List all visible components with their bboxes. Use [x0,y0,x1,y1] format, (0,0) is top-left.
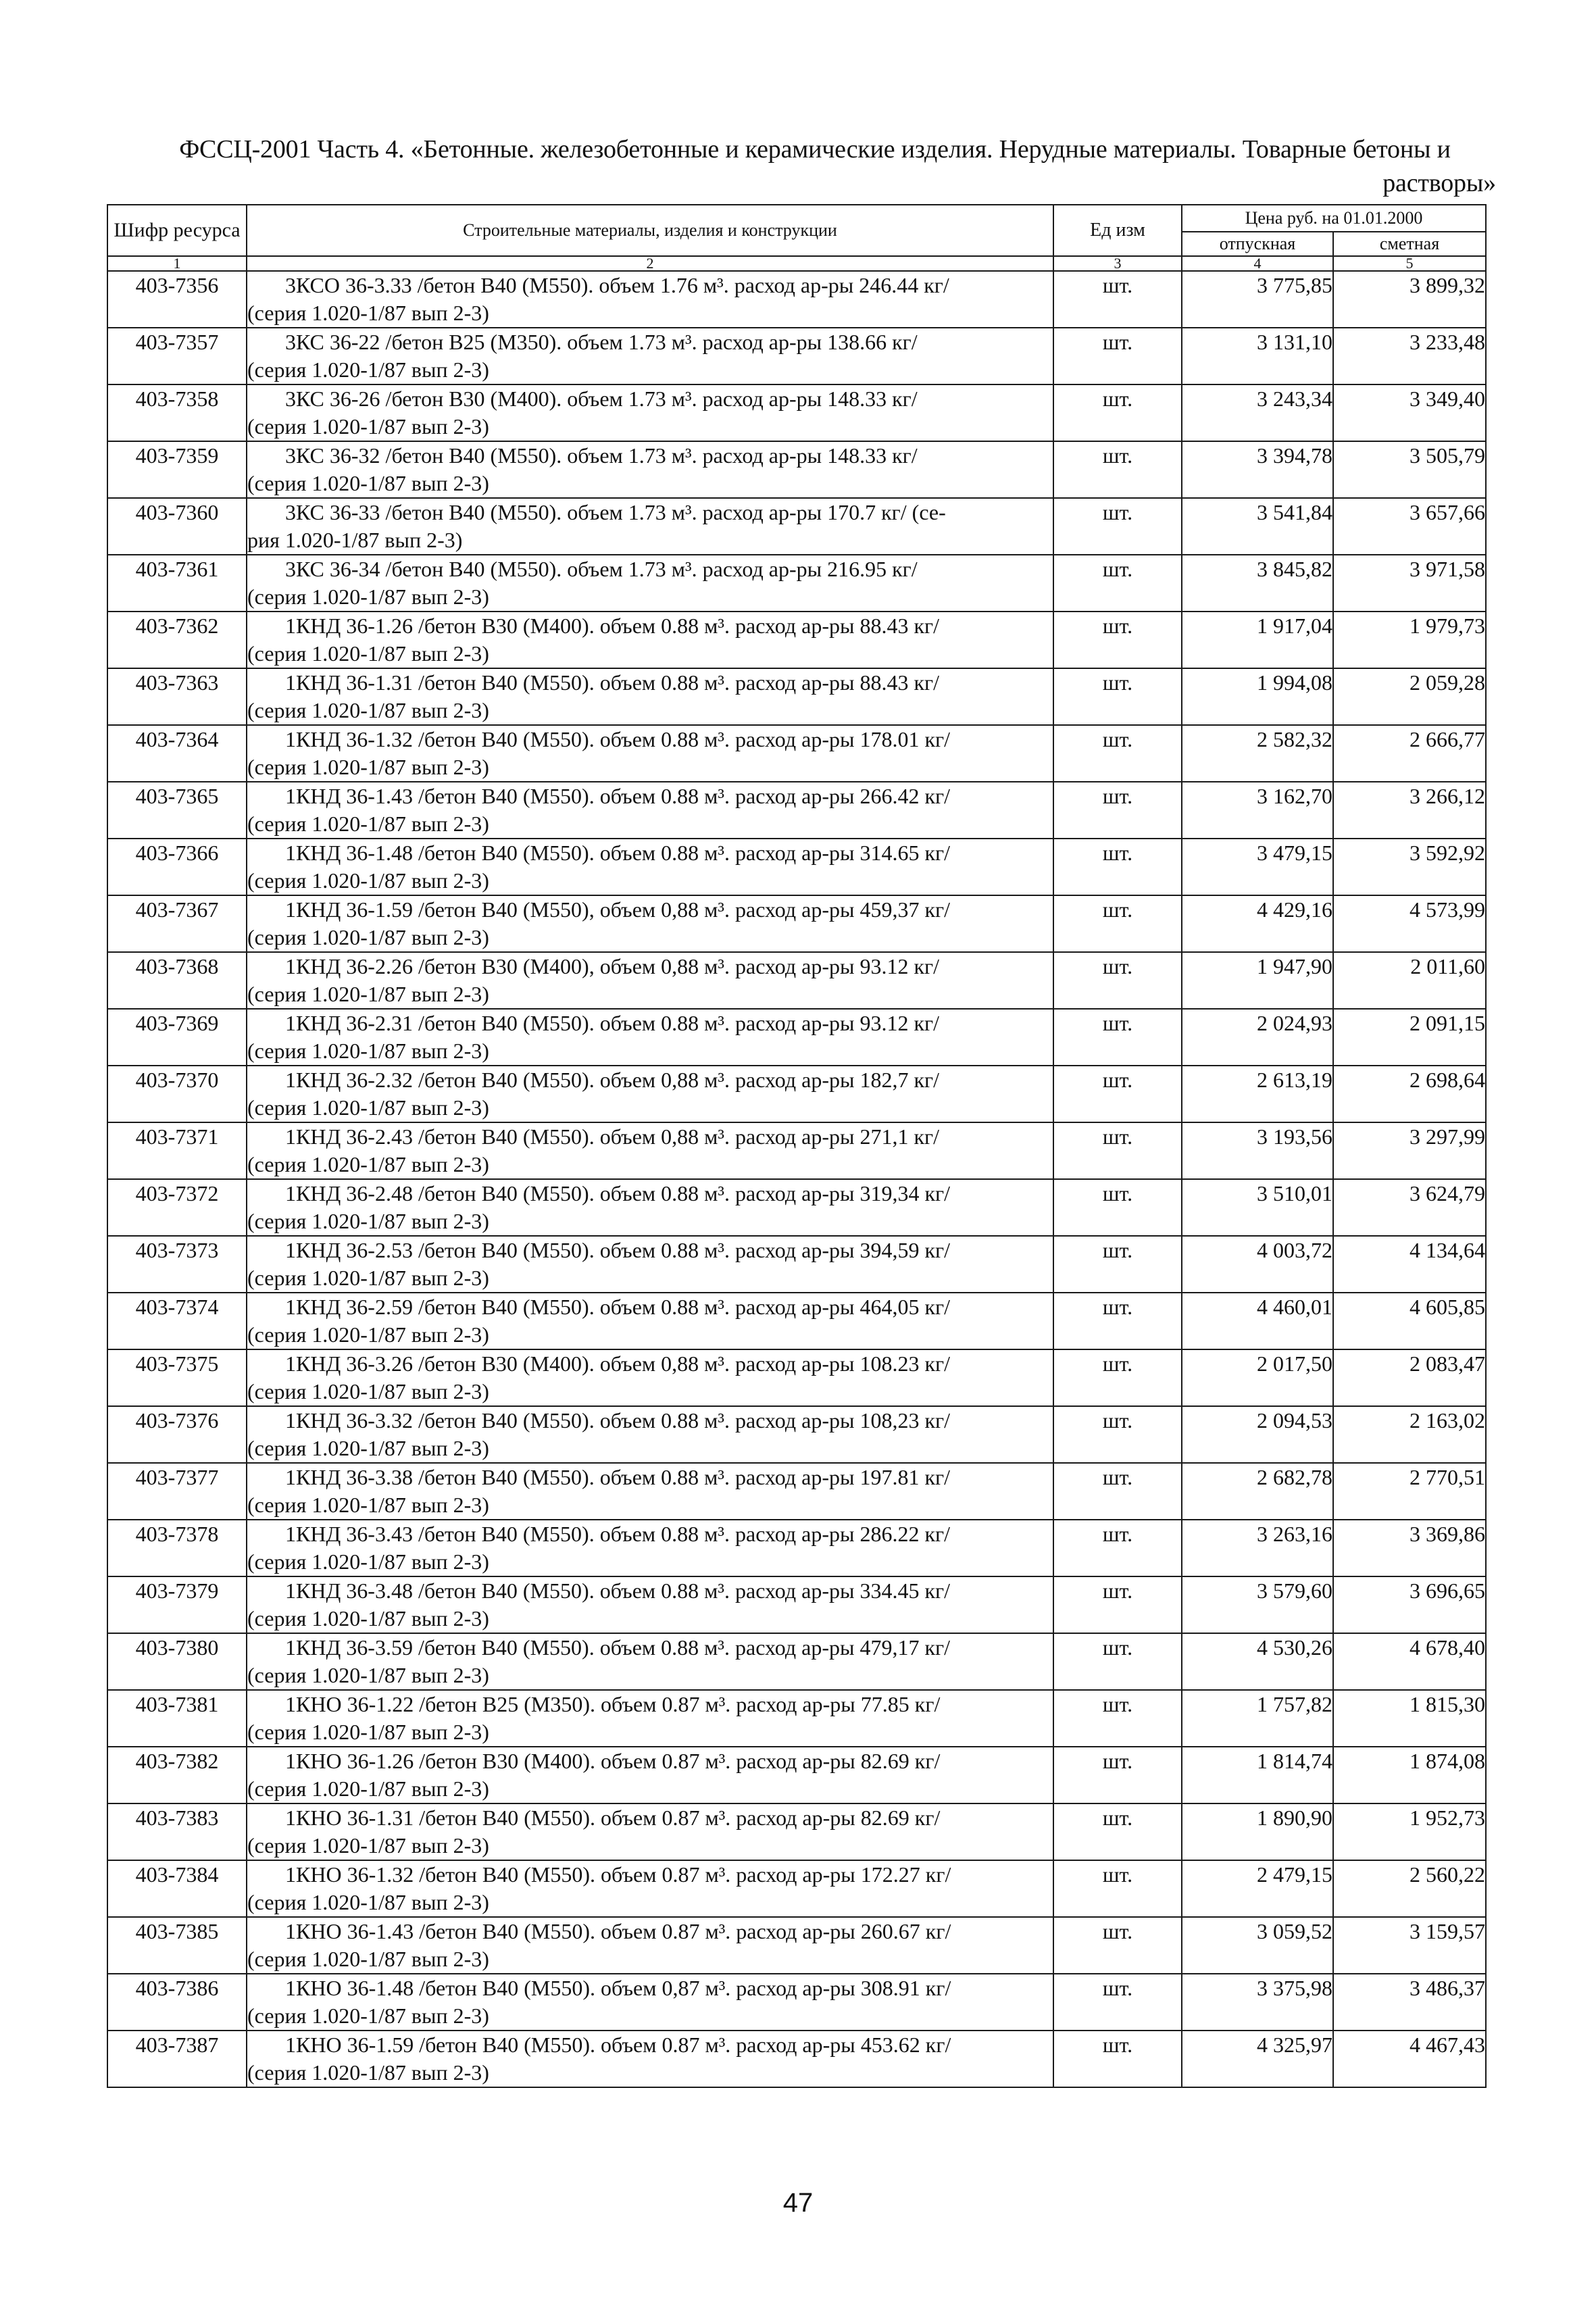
material-description [247,271,1053,328]
material-description [247,725,1053,782]
unit-of-measure: шт. [1053,441,1182,498]
resource-code: 403-7375 [107,1349,247,1406]
description-line2: (серия 1.020-1/87 вып 2-3) [247,1833,489,1858]
estimate-price: 3 159,57 [1333,1917,1486,1974]
description-line1: 1КНД 36-2.43 /бетон В40 (М550). объем 0,88 м³. расход ар-ры 271,1 кг/ [285,1124,940,1149]
description-line2: (серия 1.020-1/87 вып 2-3) [247,641,489,666]
description-line2: (серия 1.020-1/87 вып 2-3) [247,471,489,495]
estimate-price: 3 369,86 [1333,1520,1486,1576]
description-line1: 3КС 36-34 /бетон В40 (М550). объем 1.73 м³. расход ар-ры 216.95 кг/ [285,557,918,581]
material-description [247,1349,1053,1406]
material-description [247,384,1053,441]
resource-code: 403-7361 [107,555,247,612]
estimate-price: 1 979,73 [1333,612,1486,668]
table-row [107,1690,1486,1747]
estimate-price: 4 678,40 [1333,1633,1486,1690]
description-line1: 1КНД 36-2.48 /бетон В40 (М550). объем 0.88 м³. расход ар-ры 319,34 кг/ [285,1181,951,1205]
unit-of-measure: шт. [1053,2031,1182,2087]
description-line2: (серия 1.020-1/87 вып 2-3) [247,2060,489,2085]
unit-of-measure: шт. [1053,384,1182,441]
unit-of-measure: шт. [1053,1803,1182,1860]
unit-of-measure: шт. [1053,725,1182,782]
estimate-price: 3 297,99 [1333,1122,1486,1179]
resource-code: 403-7366 [107,839,247,895]
resource-code: 403-7365 [107,782,247,839]
material-description [247,2031,1053,2087]
estimate-price: 3 349,40 [1333,384,1486,441]
unit-of-measure: шт. [1053,839,1182,895]
table-row [107,668,1486,725]
release-price: 2 024,93 [1182,1009,1333,1066]
resource-code: 403-7360 [107,498,247,555]
release-price: 3 243,34 [1182,384,1333,441]
estimate-price: 4 467,43 [1333,2031,1486,2087]
description-line2: рия 1.020-1/87 вып 2-3) [247,528,463,552]
table-row [107,2031,1486,2087]
material-description [247,1009,1053,1066]
header-code: Шифр ресурса [107,205,247,256]
table-row [107,1917,1486,1974]
material-description [247,1122,1053,1179]
resource-code: 403-7374 [107,1293,247,1349]
header-price-group: Цена руб. на 01.01.2000 [1182,205,1486,232]
table-row [107,1803,1486,1860]
material-description [247,952,1053,1009]
description-line2: (серия 1.020-1/87 вып 2-3) [247,868,489,893]
description-line1: 1КНД 36-3.59 /бетон В40 (М550). объем 0.88 м³. расход ар-ры 479,17 кг/ [285,1635,951,1660]
resource-code: 403-7382 [107,1747,247,1803]
resource-code: 403-7373 [107,1236,247,1293]
unit-of-measure: шт. [1053,1122,1182,1179]
release-price: 2 479,15 [1182,1860,1333,1917]
estimate-price: 3 486,37 [1333,1974,1486,2031]
unit-of-measure: шт. [1053,1576,1182,1633]
description-line1: 1КНД 36-2.53 /бетон В40 (М550). объем 0.88 м³. расход ар-ры 394,59 кг/ [285,1238,951,1262]
release-price: 2 094,53 [1182,1406,1333,1463]
resource-code: 403-7377 [107,1463,247,1520]
material-description [247,1293,1053,1349]
release-price: 4 325,97 [1182,2031,1333,2087]
release-price: 2 582,32 [1182,725,1333,782]
material-description [247,1576,1053,1633]
description-line2: (серия 1.020-1/87 вып 2-3) [247,1947,489,1971]
description-line2: (серия 1.020-1/87 вып 2-3) [247,1095,489,1120]
release-price: 3 263,16 [1182,1520,1333,1576]
description-line1: 3КС 36-32 /бетон В40 (М550). объем 1.73 м³. расход ар-ры 148.33 кг/ [285,443,918,468]
material-description [247,328,1053,384]
column-number-row [107,256,1486,271]
unit-of-measure: шт. [1053,555,1182,612]
description-line2: (серия 1.020-1/87 вып 2-3) [247,925,489,949]
description-line2: (серия 1.020-1/87 вып 2-3) [247,1379,489,1403]
price-table [107,204,1487,2088]
description-line1: 1КНО 36-1.43 /бетон В40 (М550). объем 0.87 м³. расход ар-ры 260.67 кг/ [285,1919,951,1943]
estimate-price: 2 163,02 [1333,1406,1486,1463]
material-description [247,441,1053,498]
table-row [107,1520,1486,1576]
resource-code: 403-7372 [107,1179,247,1236]
description-line2: (серия 1.020-1/87 вып 2-3) [247,1152,489,1176]
description-line2: (серия 1.020-1/87 вып 2-3) [247,1890,489,1914]
material-description [247,895,1053,952]
unit-of-measure: шт. [1053,328,1182,384]
description-line1: 1КНО 36-1.48 /бетон В40 (М550). объем 0,87 м³. расход ар-ры 308.91 кг/ [285,1976,951,2000]
description-line2: (серия 1.020-1/87 вып 2-3) [247,1663,489,1687]
description-line2: (серия 1.020-1/87 вып 2-3) [247,1720,489,1744]
description-line1: 1КНД 36-2.26 /бетон В30 (М400), объем 0,88 м³. расход ар-ры 93.12 кг/ [285,954,940,978]
price-table-body [107,271,1486,2087]
unit-of-measure: шт. [1053,1349,1182,1406]
resource-code: 403-7371 [107,1122,247,1179]
table-row [107,1406,1486,1463]
estimate-price: 3 696,65 [1333,1576,1486,1633]
description-line2: (серия 1.020-1/87 вып 2-3) [247,584,489,609]
table-row [107,1179,1486,1236]
unit-of-measure: шт. [1053,498,1182,555]
release-price: 4 530,26 [1182,1633,1333,1690]
table-row [107,1463,1486,1520]
estimate-price: 1 874,08 [1333,1747,1486,1803]
table-row [107,612,1486,668]
column-number: 1 [107,256,247,271]
column-number: 5 [1333,256,1486,271]
description-line1: 1КНД 36-1.59 /бетон В40 (М550), объем 0,88 м³. расход ар-ры 459,37 кг/ [285,897,951,922]
table-row [107,1633,1486,1690]
table-row [107,1122,1486,1179]
release-price: 3 845,82 [1182,555,1333,612]
table-row [107,1009,1486,1066]
description-line1: 1КНД 36-3.43 /бетон В40 (М550). объем 0.88 м³. расход ар-ры 286.22 кг/ [285,1522,951,1546]
estimate-price: 2 059,28 [1333,668,1486,725]
description-line2: (серия 1.020-1/87 вып 2-3) [247,1549,489,1574]
material-description [247,1803,1053,1860]
unit-of-measure: шт. [1053,271,1182,328]
description-line2: (серия 1.020-1/87 вып 2-3) [247,2003,489,2028]
material-description [247,1860,1053,1917]
description-line1: 1КНД 36-2.59 /бетон В40 (М550). объем 0.88 м³. расход ар-ры 464,05 кг/ [285,1295,951,1319]
page-title [132,132,1497,200]
description-line1: 3КС 36-33 /бетон В40 (М550). объем 1.73 м³. расход ар-ры 170.7 кг/ (се- [285,500,946,524]
estimate-price: 2 011,60 [1333,952,1486,1009]
release-price: 2 682,78 [1182,1463,1333,1520]
material-description [247,1747,1053,1803]
unit-of-measure: шт. [1053,952,1182,1009]
resource-code: 403-7367 [107,895,247,952]
material-description [247,612,1053,668]
estimate-price: 1 952,73 [1333,1803,1486,1860]
estimate-price: 2 666,77 [1333,725,1486,782]
unit-of-measure: шт. [1053,895,1182,952]
description-line2: (серия 1.020-1/87 вып 2-3) [247,812,489,836]
description-line1: 1КНД 36-1.32 /бетон В40 (М550). объем 0.88 м³. расход ар-ры 178.01 кг/ [285,727,951,751]
resource-code: 403-7383 [107,1803,247,1860]
release-price: 3 162,70 [1182,782,1333,839]
table-row [107,952,1486,1009]
table-row [107,1349,1486,1406]
unit-of-measure: шт. [1053,1066,1182,1122]
resource-code: 403-7386 [107,1974,247,2031]
description-line2: (серия 1.020-1/87 вып 2-3) [247,301,489,325]
description-line2: (серия 1.020-1/87 вып 2-3) [247,1266,489,1290]
table-row [107,1860,1486,1917]
release-price: 3 131,10 [1182,328,1333,384]
release-price: 3 579,60 [1182,1576,1333,1633]
material-description [247,1633,1053,1690]
description-line1: 1КНО 36-1.26 /бетон В30 (М400). объем 0.87 м³. расход ар-ры 82.69 кг/ [285,1749,941,1773]
resource-code: 403-7359 [107,441,247,498]
release-price: 3 775,85 [1182,271,1333,328]
unit-of-measure: шт. [1053,1236,1182,1293]
description-line1: 1КНД 36-1.43 /бетон В40 (М550). объем 0.88 м³. расход ар-ры 266.42 кг/ [285,784,951,808]
price-table-header [107,205,1486,271]
table-row [107,1293,1486,1349]
table-row [107,441,1486,498]
description-line2: (серия 1.020-1/87 вып 2-3) [247,1436,489,1460]
resource-code: 403-7387 [107,2031,247,2087]
page-title-line2: растворы» [1382,169,1496,197]
estimate-price: 2 770,51 [1333,1463,1486,1520]
unit-of-measure: шт. [1053,1463,1182,1520]
header-unit: Ед изм [1053,205,1182,256]
page-number: 47 [782,2188,814,2218]
description-line2: (серия 1.020-1/87 вып 2-3) [247,1776,489,1801]
description-line1: 1КНО 36-1.32 /бетон В40 (М550). объем 0.87 м³. расход ар-ры 172.27 кг/ [285,1862,951,1887]
resource-code: 403-7384 [107,1860,247,1917]
resource-code: 403-7385 [107,1917,247,1974]
material-description [247,555,1053,612]
description-line1: 1КНД 36-3.32 /бетон В40 (М550). объем 0.88 м³. расход ар-ры 108,23 кг/ [285,1408,951,1433]
unit-of-measure: шт. [1053,1406,1182,1463]
unit-of-measure: шт. [1053,1633,1182,1690]
estimate-price: 2 698,64 [1333,1066,1486,1122]
description-line2: (серия 1.020-1/87 вып 2-3) [247,982,489,1006]
estimate-price: 3 624,79 [1333,1179,1486,1236]
resource-code: 403-7369 [107,1009,247,1066]
resource-code: 403-7363 [107,668,247,725]
table-row [107,839,1486,895]
description-line1: 1КНД 36-1.31 /бетон В40 (М550). объем 0.88 м³. расход ар-ры 88.43 кг/ [285,670,940,695]
table-row [107,725,1486,782]
page-title-line1: ФССЦ-2001 Часть 4. «Бетонные. железобетонные и керамические изделия. Нерудные материалы. Товарные бетоны и [179,135,1451,164]
release-price: 1 814,74 [1182,1747,1333,1803]
material-description [247,1066,1053,1122]
release-price: 1 890,90 [1182,1803,1333,1860]
estimate-price: 3 266,12 [1333,782,1486,839]
release-price: 1 994,08 [1182,668,1333,725]
material-description [247,1974,1053,2031]
table-row [107,1576,1486,1633]
table-row [107,1236,1486,1293]
release-price: 3 510,01 [1182,1179,1333,1236]
release-price: 1 947,90 [1182,952,1333,1009]
resource-code: 403-7370 [107,1066,247,1122]
description-line1: 1КНД 36-2.31 /бетон В40 (М550). объем 0.88 м³. расход ар-ры 93.12 кг/ [285,1011,940,1035]
description-line1: 1КНД 36-3.48 /бетон В40 (М550). объем 0.88 м³. расход ар-ры 334.45 кг/ [285,1578,951,1603]
unit-of-measure: шт. [1053,782,1182,839]
description-line2: (серия 1.020-1/87 вып 2-3) [247,1322,489,1347]
description-line2: (серия 1.020-1/87 вып 2-3) [247,1209,489,1233]
unit-of-measure: шт. [1053,612,1182,668]
estimate-price: 3 233,48 [1333,328,1486,384]
description-line2: (серия 1.020-1/87 вып 2-3) [247,1039,489,1063]
description-line2: (серия 1.020-1/87 вып 2-3) [247,414,489,439]
resource-code: 403-7362 [107,612,247,668]
estimate-price: 4 573,99 [1333,895,1486,952]
estimate-price: 1 815,30 [1333,1690,1486,1747]
resource-code: 403-7376 [107,1406,247,1463]
unit-of-measure: шт. [1053,1009,1182,1066]
material-description [247,1520,1053,1576]
table-row [107,384,1486,441]
material-description [247,1406,1053,1463]
description-line1: 1КНО 36-1.59 /бетон В40 (М550). объем 0.87 м³. расход ар-ры 453.62 кг/ [285,2033,951,2057]
header-price-release: отпускная [1182,232,1333,256]
estimate-price: 2 083,47 [1333,1349,1486,1406]
resource-code: 403-7378 [107,1520,247,1576]
table-row [107,555,1486,612]
unit-of-measure: шт. [1053,1860,1182,1917]
description-line2: (серия 1.020-1/87 вып 2-3) [247,698,489,722]
material-description [247,1463,1053,1520]
unit-of-measure: шт. [1053,1690,1182,1747]
resource-code: 403-7364 [107,725,247,782]
release-price: 4 460,01 [1182,1293,1333,1349]
description-line1: 1КНД 36-2.32 /бетон В40 (М550). объем 0,88 м³. расход ар-ры 182,7 кг/ [285,1068,940,1092]
release-price: 1 917,04 [1182,612,1333,668]
table-row [107,895,1486,952]
release-price: 3 394,78 [1182,441,1333,498]
release-price: 1 757,82 [1182,1690,1333,1747]
description-line1: 3КС 36-22 /бетон В25 (М350). объем 1.73 м³. расход ар-ры 138.66 кг/ [285,330,918,354]
column-number: 2 [247,256,1053,271]
description-line1: 1КНД 36-3.38 /бетон В40 (М550). объем 0.88 м³. расход ар-ры 197.81 кг/ [285,1465,951,1489]
release-price: 3 193,56 [1182,1122,1333,1179]
material-description [247,782,1053,839]
table-row [107,1974,1486,2031]
resource-code: 403-7380 [107,1633,247,1690]
description-line2: (серия 1.020-1/87 вып 2-3) [247,357,489,382]
table-row [107,782,1486,839]
release-price: 3 375,98 [1182,1974,1333,2031]
estimate-price: 3 657,66 [1333,498,1486,555]
resource-code: 403-7357 [107,328,247,384]
release-price: 3 059,52 [1182,1917,1333,1974]
description-line1: 1КНД 36-1.48 /бетон В40 (М550). объем 0.88 м³. расход ар-ры 314.65 кг/ [285,841,951,865]
estimate-price: 3 592,92 [1333,839,1486,895]
resource-code: 403-7379 [107,1576,247,1633]
unit-of-measure: шт. [1053,1520,1182,1576]
material-description [247,1179,1053,1236]
description-line1: 3КС 36-26 /бетон В30 (М400). объем 1.73 м³. расход ар-ры 148.33 кг/ [285,387,918,411]
unit-of-measure: шт. [1053,1179,1182,1236]
release-price: 2 613,19 [1182,1066,1333,1122]
description-line2: (серия 1.020-1/87 вып 2-3) [247,755,489,779]
description-line2: (серия 1.020-1/87 вып 2-3) [247,1493,489,1517]
estimate-price: 3 899,32 [1333,271,1486,328]
material-description [247,839,1053,895]
estimate-price: 2 091,15 [1333,1009,1486,1066]
material-description [247,1917,1053,1974]
estimate-price: 2 560,22 [1333,1860,1486,1917]
resource-code: 403-7356 [107,271,247,328]
resource-code: 403-7358 [107,384,247,441]
column-number: 3 [1053,256,1182,271]
description-line1: 1КНД 36-1.26 /бетон В30 (М400). объем 0.88 м³. расход ар-ры 88.43 кг/ [285,614,940,638]
material-description [247,1690,1053,1747]
material-description [247,668,1053,725]
resource-code: 403-7381 [107,1690,247,1747]
table-row [107,1066,1486,1122]
header-price-estimate: сметная [1333,232,1486,256]
unit-of-measure: шт. [1053,668,1182,725]
description-line1: 1КНО 36-1.31 /бетон В40 (М550). объем 0.87 м³. расход ар-ры 82.69 кг/ [285,1806,941,1830]
material-description [247,498,1053,555]
column-number: 4 [1182,256,1333,271]
release-price: 4 429,16 [1182,895,1333,952]
unit-of-measure: шт. [1053,1293,1182,1349]
estimate-price: 4 605,85 [1333,1293,1486,1349]
release-price: 4 003,72 [1182,1236,1333,1293]
resource-code: 403-7368 [107,952,247,1009]
release-price: 3 479,15 [1182,839,1333,895]
table-row [107,1747,1486,1803]
table-row [107,328,1486,384]
estimate-price: 3 505,79 [1333,441,1486,498]
description-line2: (серия 1.020-1/87 вып 2-3) [247,1606,489,1631]
table-row [107,271,1486,328]
release-price: 3 541,84 [1182,498,1333,555]
table-row [107,498,1486,555]
estimate-price: 3 971,58 [1333,555,1486,612]
description-line1: 1КНО 36-1.22 /бетон В25 (М350). объем 0.87 м³. расход ар-ры 77.85 кг/ [285,1692,941,1716]
description-line1: 1КНД 36-3.26 /бетон В30 (М400). объем 0,88 м³. расход ар-ры 108.23 кг/ [285,1351,951,1376]
estimate-price: 4 134,64 [1333,1236,1486,1293]
unit-of-measure: шт. [1053,1917,1182,1974]
description-line1: 3КСО 36-3.33 /бетон В40 (М550). объем 1.76 м³. расход ар-ры 246.44 кг/ [285,273,949,297]
unit-of-measure: шт. [1053,1974,1182,2031]
release-price: 2 017,50 [1182,1349,1333,1406]
header-description: Строительные материалы, изделия и конструкции [247,205,1053,256]
material-description [247,1236,1053,1293]
unit-of-measure: шт. [1053,1747,1182,1803]
